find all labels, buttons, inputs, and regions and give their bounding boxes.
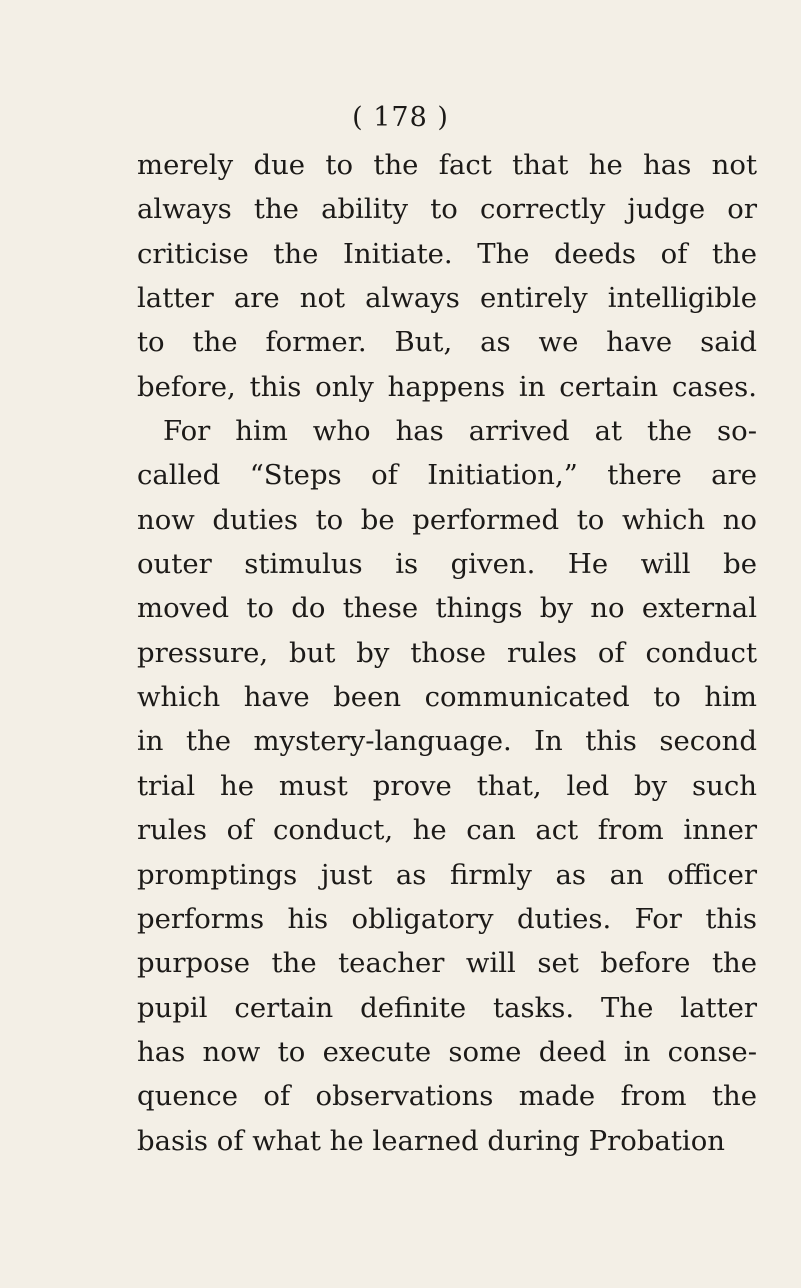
text-line: moved to do these things by no external — [137, 592, 757, 625]
text-line: now duties to be performed to which no — [137, 503, 757, 536]
text-line: pupil certain definite tasks. The latter — [137, 991, 757, 1024]
text-line: before, this only happens in certain cases. — [137, 370, 757, 403]
text-line: performs his obligatory duties. For this — [137, 902, 757, 935]
text-line: rules of conduct, he can act from inner — [137, 814, 757, 847]
body-text — [137, 143, 757, 1163]
text-line: latter are not always entirely intelligible — [137, 282, 757, 315]
text-line: purpose the teacher will set before the — [137, 947, 757, 980]
text-line: in the mystery-language. In this second — [137, 725, 757, 758]
text-line: has now to execute some deed in conse- — [137, 1035, 757, 1068]
text-line: basis of what he learned during Probation — [137, 1124, 725, 1157]
text-line: which have been communicated to him — [137, 681, 757, 714]
text-line: merely due to the fact that he has not — [137, 149, 757, 181]
text-line: For him who has arrived at the so- — [163, 415, 757, 448]
text-line: criticise the Initiate. The deeds of the — [137, 237, 757, 270]
text-line: to the former. But, as we have said — [137, 326, 757, 359]
text-line: promptings just as firmly as an officer — [137, 858, 757, 891]
page-number: ( 178 ) — [352, 102, 449, 133]
text-line: pressure, but by those rules of conduct — [137, 636, 757, 669]
text-line: trial he must prove that, led by such — [137, 769, 757, 802]
text-line: always the ability to correctly judge or — [137, 193, 757, 226]
text-line: quence of observations made from the — [137, 1080, 757, 1113]
text-line: outer stimulus is given. He will be — [137, 548, 757, 581]
text-line: called “Steps of Initiation,” there are — [137, 459, 757, 492]
